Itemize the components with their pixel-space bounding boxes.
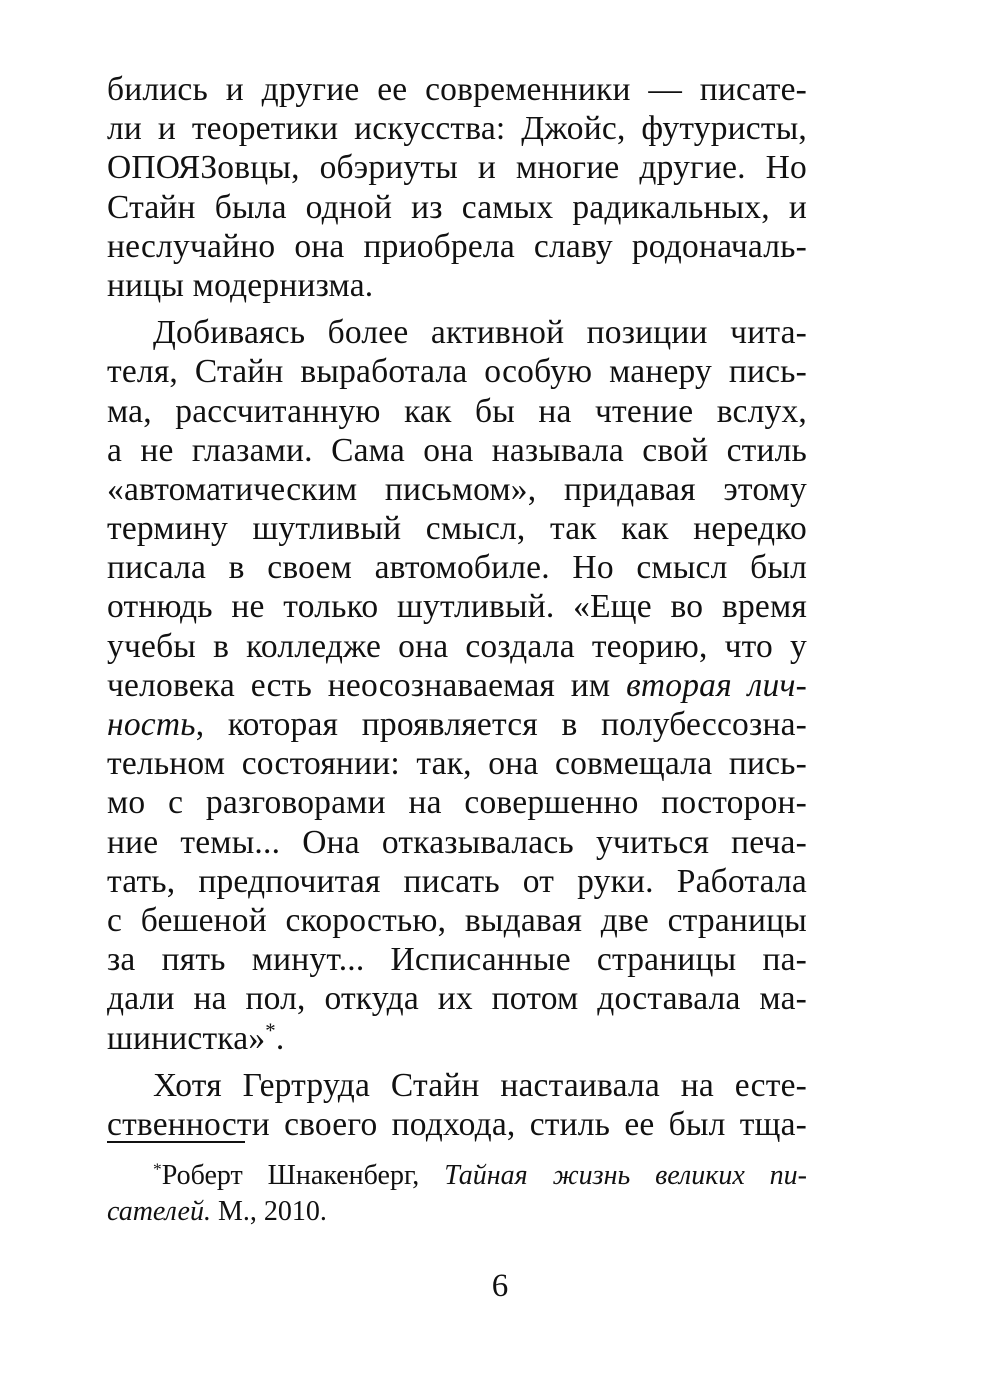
footnote-imprint: М., 2010. — [211, 1196, 327, 1227]
text-line — [107, 705, 807, 744]
text-line — [107, 1019, 807, 1058]
footnote-title: сателей. — [107, 1196, 211, 1227]
footnote-title: Тайная жизнь великих пи- — [444, 1160, 807, 1191]
text-line: ли и теоретики искусства: Джойс, футуристы, — [107, 110, 807, 148]
text-line: бились и другие ее современники — писате- — [107, 71, 807, 108]
footnote-divider — [107, 1141, 245, 1143]
text-line: мо с разговорами на совершенно посторон- — [107, 784, 807, 822]
text-line: Хотя Гертруда Стайн настаивала на есте- — [153, 1066, 807, 1104]
paragraph-1 — [107, 70, 807, 305]
text-line: Стайн была одной из самых радикальных, и — [107, 188, 807, 226]
text-line: термину шутливый смысл, так как нередко — [107, 510, 807, 548]
footnote-reference: * — [265, 1019, 276, 1043]
text-span: шинистка» — [107, 1019, 266, 1057]
text-line: Добиваясь более активной позиции чита- — [153, 314, 807, 352]
footnote-mark: * — [153, 1159, 162, 1179]
text-line: за пять минут... Исписанные страницы па- — [107, 941, 807, 979]
text-line: ницы модернизма. — [107, 266, 374, 304]
text-line: неслучайно она приобрела славу родоначаль- — [107, 227, 807, 265]
italic-emphasis: ность — [107, 706, 196, 743]
text-line: учебы в колледже она создала теорию, что у — [107, 627, 807, 665]
text-line: ственности своего подхода, стиль ее был тща- — [107, 1105, 807, 1143]
italic-emphasis: вторая лич- — [626, 666, 807, 704]
text-line: ние темы... Она отказывалась учиться печа- — [107, 823, 807, 861]
text-line: ОПОЯЗовцы, обэриуты и многие другие. Но — [107, 149, 807, 187]
page-number: 6 — [491, 1268, 509, 1304]
text-line: дали на пол, откуда их потом доставала ма- — [107, 980, 807, 1018]
paragraph-3 — [107, 1066, 807, 1144]
text-line: с бешеной скоростью, выдавая две страницы — [107, 901, 807, 939]
text-line: ма, рассчитанную как бы на чтение вслух, — [107, 392, 807, 430]
footnote-line — [107, 1158, 807, 1194]
footnote-line — [107, 1194, 807, 1230]
footnote-author: Роберт Шнакенберг, — [161, 1160, 445, 1191]
text-line: «автоматическим письмом», придавая этому — [107, 470, 807, 508]
text-line: отнюдь не только шутливый. «Еще во время — [107, 588, 807, 626]
text-span: , которая проявляется в полубессозна- — [195, 706, 807, 743]
footnote — [107, 1158, 807, 1230]
text-span: человека есть неосознаваемая им — [107, 666, 627, 704]
text-span: . — [275, 1019, 285, 1057]
paragraph-2 — [107, 313, 807, 1058]
text-line: тельном состоянии: так, она совмещала пись- — [107, 745, 807, 783]
text-line: писала в своем автомобиле. Но смысл был — [107, 549, 807, 587]
text-line: а не глазами. Сама она называла свой стиль — [107, 431, 807, 469]
text-line: теля, Стайн выработала особую манеру пись- — [107, 353, 807, 391]
text-line — [107, 666, 807, 705]
body-text — [107, 70, 807, 1144]
text-line: тать, предпочитая писать от руки. Работала — [107, 862, 807, 900]
